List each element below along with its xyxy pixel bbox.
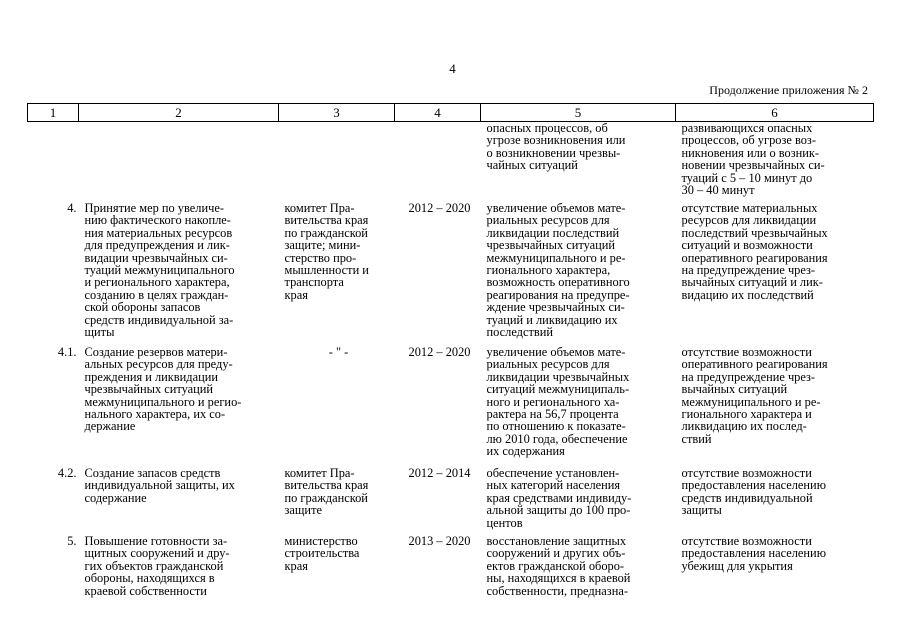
- measures-table: [27, 103, 874, 615]
- header-col-6: 6: [676, 104, 874, 122]
- header-col-1: 1: [28, 104, 79, 122]
- row-number: 4.2.: [57, 466, 77, 480]
- row-consequence: отсутствие возможности оперативного реагирования на предупреждение чрез- вычайных ситуаций межмуниципального и ре- гионального характера и ликвидацию их послед- ствий: [681, 345, 828, 446]
- header-col-4: 4: [395, 104, 481, 122]
- row-activity: Принятие мер по увеличе- нию фактического накопле- ния материальных ресурсов для предупреждения и лик- видации чрезвычайных си- туаций межмуниципального и регионального характера, созданию в целях граждан- ской обороны запасов средств индивидуальной за- щиты: [84, 201, 235, 340]
- row-activity: [79, 122, 279, 203]
- row-executor: комитет Пра- вительства края по гражданской защите: [284, 466, 369, 518]
- row-consequence: отсутствие возможности предоставления населению убежищ для укрытия: [681, 534, 826, 573]
- row-result: опасных процессов, об угрозе возникновения или о возникновении чрезвы- чайных ситуаций: [486, 121, 626, 173]
- row-activity: Создание запасов средств индивидуальной защиты, их содержание: [84, 466, 235, 505]
- header-col-2: 2: [79, 104, 279, 122]
- row-result: увеличение объемов мате- риальных ресурсов для ликвидации последствий чрезвычайных ситуаций межмуниципального и ре- гионального характера, возможность оперативного реагирования на предупре- ждение чрезвычайных си- туаций и ликвидацию их последствий: [486, 201, 630, 340]
- row-activity: Повышение готовности за- щитных сооружений и дру- гих объектов гражданской обороны, находящихся в краевой собственности: [84, 534, 230, 598]
- table-row: [28, 346, 874, 467]
- row-period: 2012 – 2020: [408, 345, 471, 359]
- table-row: [28, 535, 874, 615]
- row-consequence: отсутствие возможности предоставления населению средств индивидуальной защиты: [681, 466, 826, 518]
- row-period: 2012 – 2014: [408, 466, 471, 480]
- row-period: 2012 – 2020: [408, 201, 471, 215]
- row-executor: министерство строительства края: [284, 534, 360, 573]
- table-row: [28, 467, 874, 535]
- row-result: восстановление защитных сооружений и других объ- ектов гражданской оборо- ны, находящихся в краевой собственности, предназна-: [486, 534, 631, 598]
- row-executor: комитет Пра- вительства края по гражданской защите; мини- стерство про- мышленности и транспорта края: [284, 201, 369, 302]
- row-activity: Создание резервов матери- альных ресурсов для преду- преждения и ликвидации чрезвычайных ситуаций межмуниципального и регио- нального характера, их со- держание: [84, 345, 242, 434]
- row-number: 5.: [67, 534, 77, 548]
- header-row: [28, 104, 874, 122]
- row-period: 2013 – 2020: [408, 534, 471, 548]
- row-consequence: развивающихся опасных процессов, об угрозе воз- никновения или о возник- новении чрезвычайных си- туаций с 5 – 10 минут до 30 – 40 минут: [681, 121, 825, 198]
- table-row: [28, 122, 874, 203]
- row-number: [28, 122, 79, 203]
- row-consequence: отсутствие материальных ресурсов для ликвидации последствий чрезвычайных ситуаций и возможности оперативного реагирования на предупреждение чрез- вычайных ситуаций и лик- видацию их последствий: [681, 201, 828, 302]
- row-number: 4.1.: [57, 345, 77, 359]
- row-executor: [279, 122, 395, 203]
- continuation-caption: Продолжение приложения № 2: [709, 83, 868, 97]
- row-result: обеспечение установлен- ных категорий населения края средствами индивиду- альной защиты до 100 про- центов: [486, 466, 632, 530]
- row-executor: - " -: [328, 345, 349, 359]
- header-col-5: 5: [481, 104, 676, 122]
- table-row: [28, 202, 874, 346]
- row-result: увеличение объемов мате- риальных ресурсов для ликвидации чрезвычайных ситуаций межмуниципаль- ного и регионального ха- рактера на 56,7 процента по отношению к показате- лю 2010 года, обеспечение их содержания: [486, 345, 630, 459]
- page-number: 4: [449, 61, 456, 76]
- row-number: 4.: [67, 201, 77, 215]
- header-col-3: 3: [279, 104, 395, 122]
- row-period: [395, 122, 481, 203]
